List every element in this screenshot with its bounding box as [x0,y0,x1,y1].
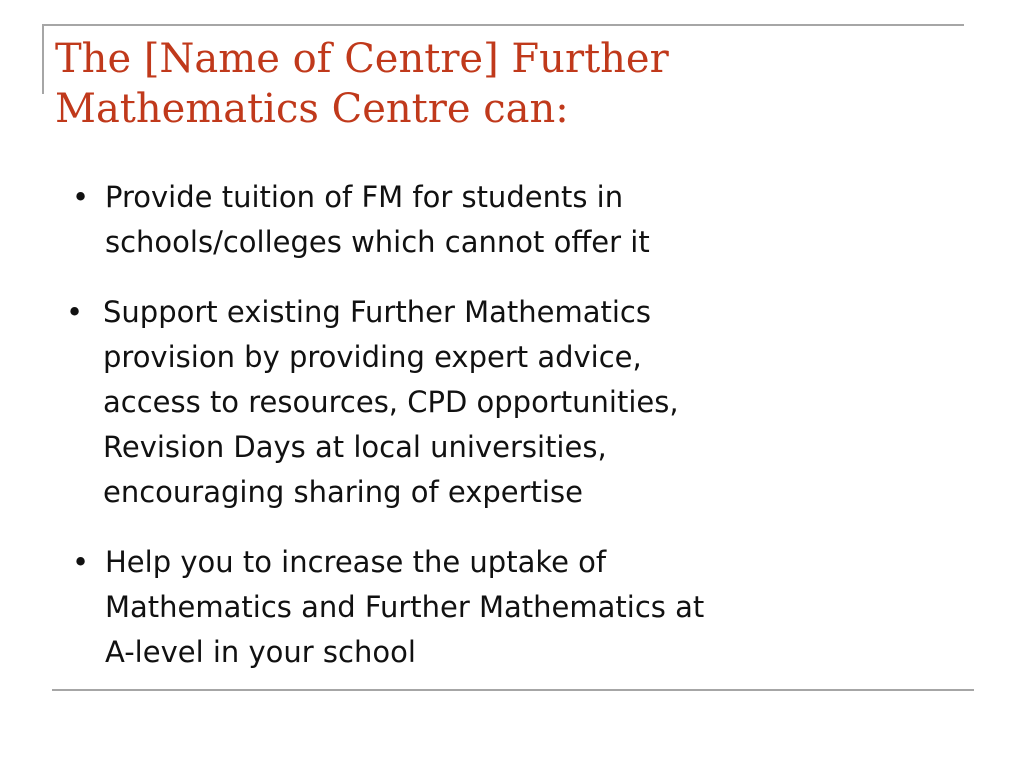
left-divider [42,24,44,94]
bottom-divider [52,689,974,691]
slide-title: The [Name of Centre] Further Mathematics Centre can: [55,36,669,132]
top-divider [44,24,964,26]
bullet-marker: • [72,545,90,579]
bullet-marker: • [66,295,84,329]
bullet-text: Provide tuition of FM for students in schools/colleges which cannot offer it [105,180,650,259]
bullet-text: Support existing Further Mathematics provision by providing expert advice, access to resources, CPD opportunities, Revision Days at local universities, encouraging sharing of expertise [103,295,679,509]
bullet-text: Help you to increase the uptake of Mathematics and Further Mathematics at A-level in your school [105,545,705,669]
bullet-marker: • [72,180,90,214]
